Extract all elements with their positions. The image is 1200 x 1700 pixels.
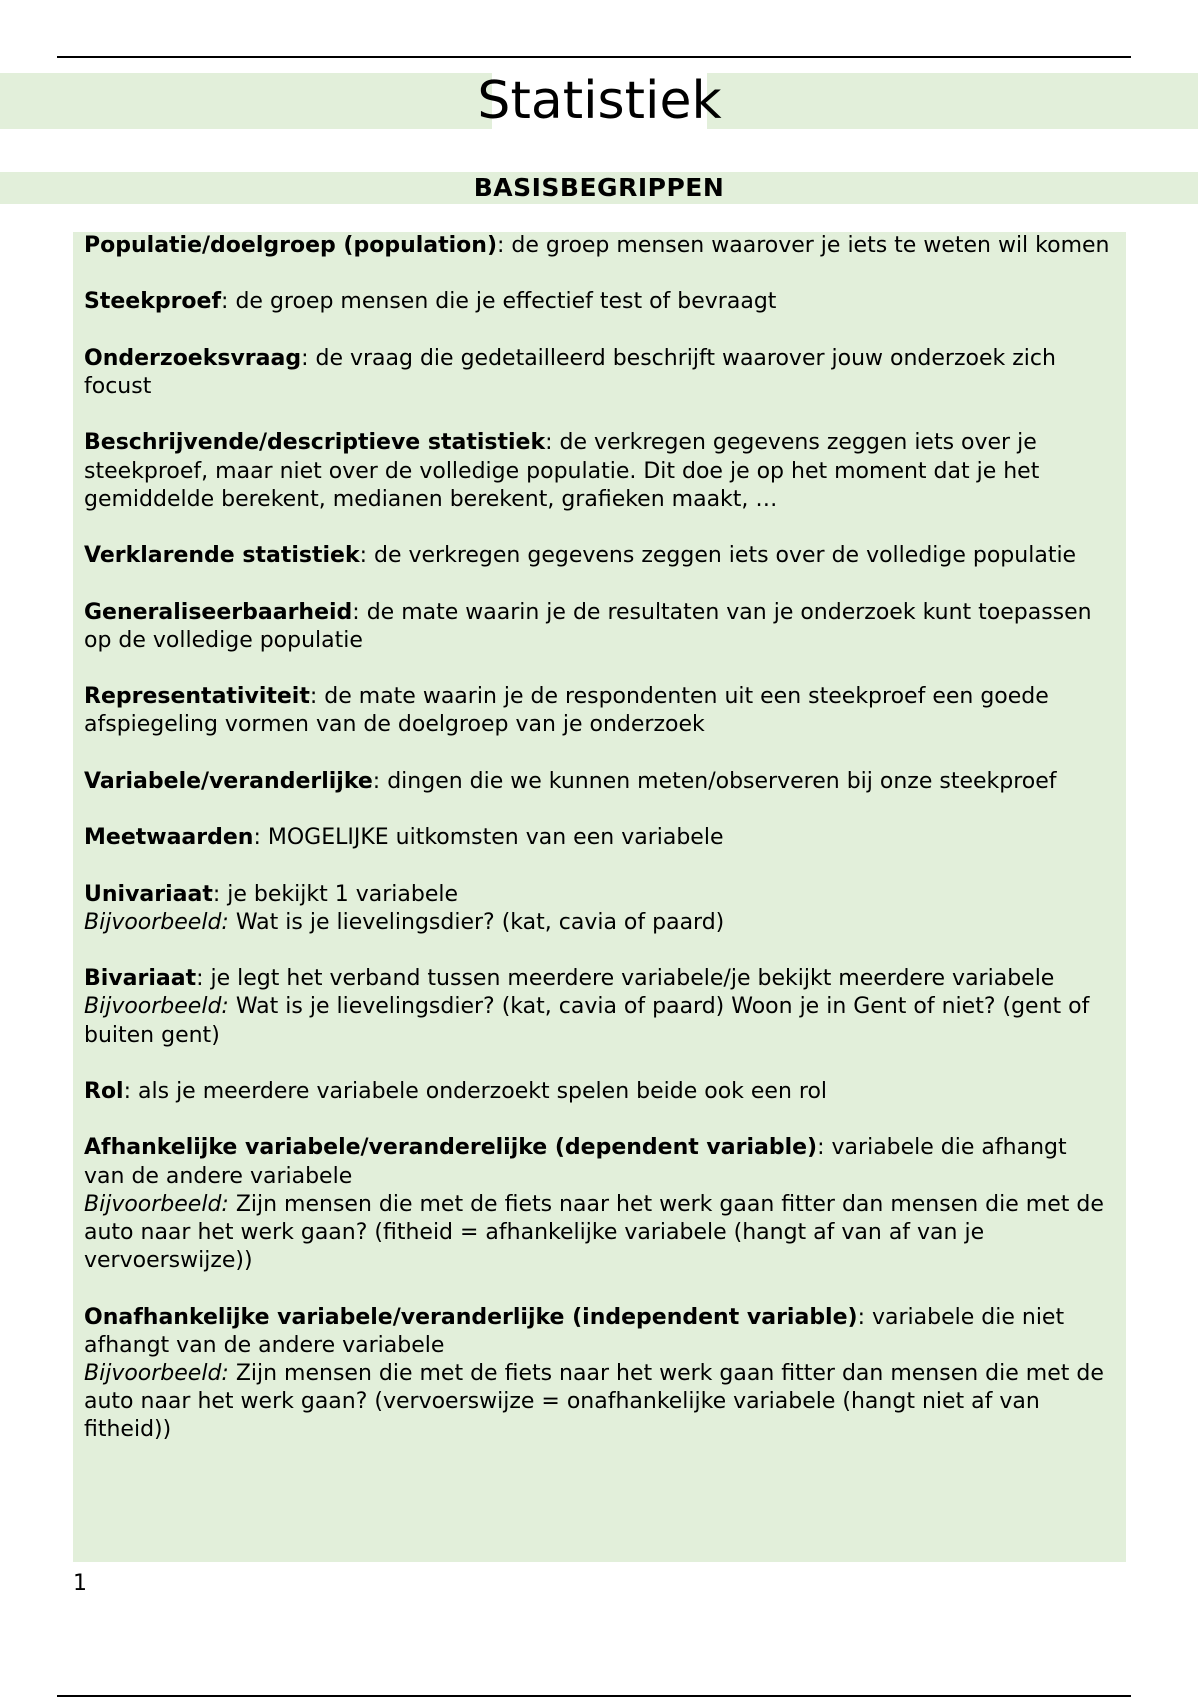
definition-line [84,1134,1114,1190]
definition-entry [84,683,1114,739]
definition-term: Verklarende statistiek [84,543,360,569]
definition-text: : de mate waarin je de resultaten van je onderzoek kunt toepassen op de volledige populatie [84,599,1092,653]
definition-text: : variabele die afhangt van de andere variabele [84,1135,1067,1189]
definition-entry [84,429,1114,514]
definition-entry [84,965,1114,1050]
definition-term: Representativiteit [84,684,310,710]
example-text: Zijn mensen die met de fiets naar het werk gaan fitter dan mensen die met de auto naar het werk gaan? (fitheid = afhankelijke variabele (hangt af van af van je vervoerswijze)) [84,1191,1104,1274]
definition-term: Rol [84,1078,124,1104]
definition-text: : variabele die niet afhangt van de andere variabele [84,1304,1065,1358]
definition-entry [84,288,1114,316]
example-text: Zijn mensen die met de fiets naar het werk gaan fitter dan mensen die met de auto naar het werk gaan? (vervoerswijze = onafhankelijke variabele (hangt niet af van fitheid)) [84,1360,1104,1443]
definition-entry [84,232,1114,260]
page-number: 1 [73,1571,87,1596]
document-title: Statistiek [477,71,722,131]
definition-text: : dingen die we kunnen meten/observeren bij onze steekproef [372,768,1057,794]
definition-line [84,881,1114,909]
definition-line [84,965,1114,993]
definition-term: Univariaat [84,881,213,907]
definition-line [84,1304,1114,1360]
example-text: Wat is je lievelingsdier? (kat, cavia of paard) Woon je in Gent of niet? (gent of buiten gent) [84,994,1090,1048]
definition-term: Populatie/doelgroep (population) [84,233,498,258]
definition-entry [84,881,1114,937]
definitions-box [73,232,1126,1562]
section-heading-band [0,172,1198,204]
definition-term: Steekproef [84,289,222,315]
example-line [84,909,1114,937]
definition-text: : de verkregen gegevens zeggen iets over de volledige populatie [359,543,1077,569]
footer-rule [57,1695,1131,1697]
example-label: Bijvoorbeeld: [84,994,229,1020]
definition-term: Bivariaat [84,966,197,992]
header-rule [57,56,1131,58]
example-label: Bijvoorbeeld: [84,1360,229,1386]
example-text: Wat is je lievelingsdier? (kat, cavia of paard) [228,909,725,935]
definition-text: : MOGELIJKE uitkomsten van een variabele [253,825,724,851]
definition-term: Afhankelijke variabele/veranderelijke (dependent variable) [84,1135,818,1161]
definition-term: Variabele/veranderlijke [84,768,373,794]
title-box [477,71,722,131]
definition-text: : als je meerdere variabele onderzoekt spelen beide ook een rol [123,1078,828,1104]
definition-text: : de verkregen gegevens zeggen iets over je steekproef, maar niet over de volledige populatie. Dit doe je op het moment dat je het gemiddelde berekent, medianen berekent, grafieken maakt, … [84,430,1040,512]
definition-term: Beschrijvende/descriptieve statistiek [84,430,546,456]
definition-text: : de groep mensen waarover je iets te weten wil komen [497,233,1110,258]
definition-term: Onafhankelijke variabele/veranderlijke (independent variable) [84,1304,858,1330]
definition-entry [84,768,1114,796]
definition-entry [84,1134,1114,1275]
definition-entry [84,1078,1114,1106]
example-line [84,1360,1114,1445]
definition-text: : de mate waarin je de respondenten uit een steekproef een goede afspiegeling vormen van de doelgroep van je onderzoek [84,684,1049,738]
section-heading: BASISBEGRIPPEN [473,173,725,202]
definition-term: Generaliseerbaarheid [84,599,353,625]
definition-text: : je legt het verband tussen meerdere variabele/je bekijkt meerdere variabele [196,966,1055,992]
definition-term: Meetwaarden [84,825,254,851]
definition-entry [84,824,1114,852]
definition-entry [84,345,1114,401]
definition-entry [84,1304,1114,1445]
definition-entry [84,542,1114,570]
definition-entry [84,599,1114,655]
example-line [84,993,1114,1049]
example-line [84,1191,1114,1276]
definition-text: : de vraag die gedetailleerd beschrijft waarover jouw onderzoek zich focust [84,345,1056,399]
example-label: Bijvoorbeeld: [84,909,229,935]
definition-text: : je bekijkt 1 variabele [212,881,459,907]
example-label: Bijvoorbeeld: [84,1191,229,1217]
definition-term: Onderzoeksvraag [84,345,302,371]
definition-text: : de groep mensen die je effectief test of bevraagt [221,289,777,315]
